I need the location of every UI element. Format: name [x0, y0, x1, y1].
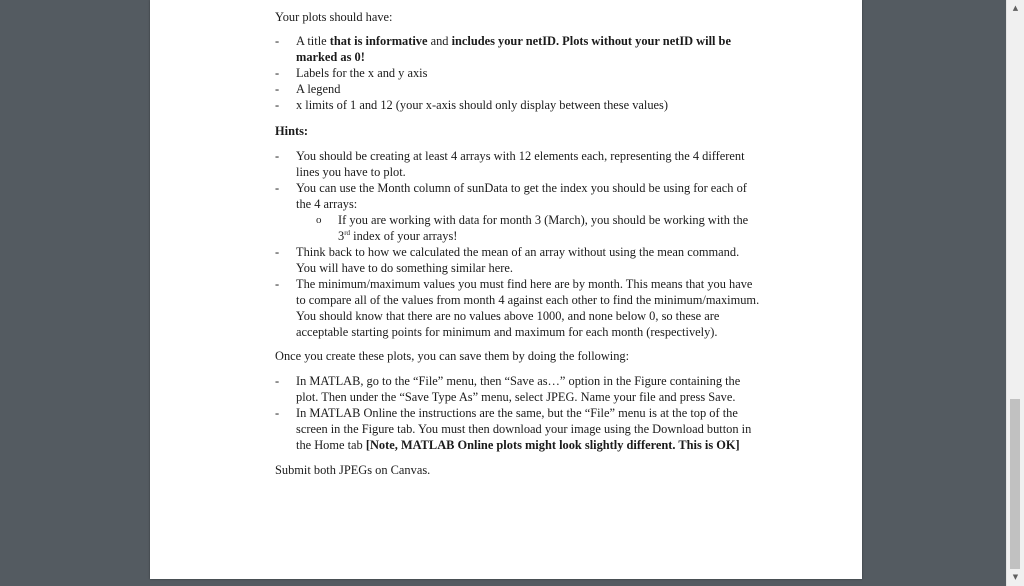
dash-bullet: - [275, 149, 280, 163]
list-item [275, 65, 795, 81]
sub-hint-line: If you are working with data for month 3 (March), you should be working with the [338, 213, 749, 227]
list-item [275, 405, 795, 453]
list-item [275, 148, 795, 180]
text: Labels for the x and y axis [296, 66, 428, 80]
hint-3-line: You will have to do something similar here. [296, 261, 513, 275]
text: x limits of 1 and 12 (your x-axis should only display between these values) [296, 98, 668, 112]
hint-2-line: the 4 arrays: [296, 197, 358, 211]
document-page [150, 0, 862, 579]
requirements-list [275, 33, 795, 113]
hint-1-line: You should be creating at least 4 arrays with 12 elements each, representing the 4 different [296, 149, 745, 163]
list-item [275, 373, 795, 405]
closing-instruction: Submit both JPEGs on Canvas. [275, 463, 431, 477]
ordinal-number: 3 [338, 229, 345, 243]
hint-2-line: You can use the Month column of sunData to get the index you should be using for each of [296, 181, 747, 195]
bold-text: that is informative [329, 34, 428, 48]
hint-4-line: acceptable starting points for minimum and maximum for each month (respectively). [296, 325, 718, 339]
save-step-1-line: In MATLAB, go to the “File” menu, then “Save as…” option in the Figure containing the [296, 374, 741, 388]
save-step-1-line: plot. Then under the “Save Type As” menu, select JPEG. Name your file and press Save. [296, 390, 736, 404]
dash-bullet: - [275, 98, 280, 112]
requirement-line [296, 97, 795, 113]
circle-bullet-icon: o [316, 214, 322, 226]
text: A legend [296, 82, 341, 96]
sub-hint-line [338, 228, 795, 244]
save-step-2-line: screen in the Figure tab. You must then download your image using the Download button in [296, 422, 752, 436]
dash-bullet: - [275, 406, 280, 420]
sub-list-item [275, 212, 795, 244]
hints-heading: Hints: [275, 124, 309, 138]
text: and [427, 34, 452, 48]
vertical-scrollbar[interactable] [1006, 0, 1024, 586]
list-item [275, 97, 795, 113]
dash-bullet: - [275, 277, 280, 291]
scroll-up-arrow-icon[interactable]: ▲ [1012, 4, 1019, 12]
save-step-text: the Home tab [296, 438, 366, 452]
scrollbar-thumb[interactable] [1010, 399, 1020, 569]
list-item [275, 276, 795, 340]
dash-bullet: - [275, 82, 280, 96]
save-steps-list [275, 373, 795, 453]
list-item [275, 81, 795, 97]
ordinal-suffix: rd [344, 228, 351, 237]
hint-4-line: You should know that there are no values above 1000, and none below 0, so these are [296, 309, 720, 323]
dash-bullet: - [275, 245, 280, 259]
save-step-2-line [296, 437, 795, 453]
hint-1-line: lines you have to plot. [296, 165, 406, 179]
dash-bullet: - [275, 374, 280, 388]
list-item [275, 244, 795, 276]
list-item [275, 33, 795, 65]
text: A title [296, 34, 330, 48]
requirement-line [296, 33, 795, 49]
hints-list [275, 148, 795, 340]
requirements-intro: Your plots should have: [275, 10, 393, 24]
requirement-line [296, 49, 795, 65]
hint-4-line: The minimum/maximum values you must find here are by month. This means that you have [296, 277, 753, 291]
hint-4-line: to compare all of the values from month 4 against each other to find the minimum/maximum. [296, 293, 760, 307]
sub-hint-text: index of your arrays! [350, 229, 458, 243]
scroll-down-arrow-icon[interactable]: ▼ [1012, 573, 1019, 581]
dash-bullet: - [275, 181, 280, 195]
requirement-line [296, 65, 795, 81]
requirement-line [296, 81, 795, 97]
save-step-2-line: In MATLAB Online the instructions are the same, but the “File” menu is at the top of the [296, 406, 738, 420]
bold-text: includes your netID. Plots without your netID will be [451, 34, 731, 48]
list-item [275, 180, 795, 212]
note-text: [Note, MATLAB Online plots might look slightly different. This is OK] [365, 438, 740, 452]
dash-bullet: - [275, 34, 280, 48]
hint-3-line: Think back to how we calculated the mean of an array without using the mean command. [296, 245, 740, 259]
bold-text: marked as 0! [296, 50, 365, 64]
dash-bullet: - [275, 66, 280, 80]
save-intro: Once you create these plots, you can save them by doing the following: [275, 349, 630, 363]
